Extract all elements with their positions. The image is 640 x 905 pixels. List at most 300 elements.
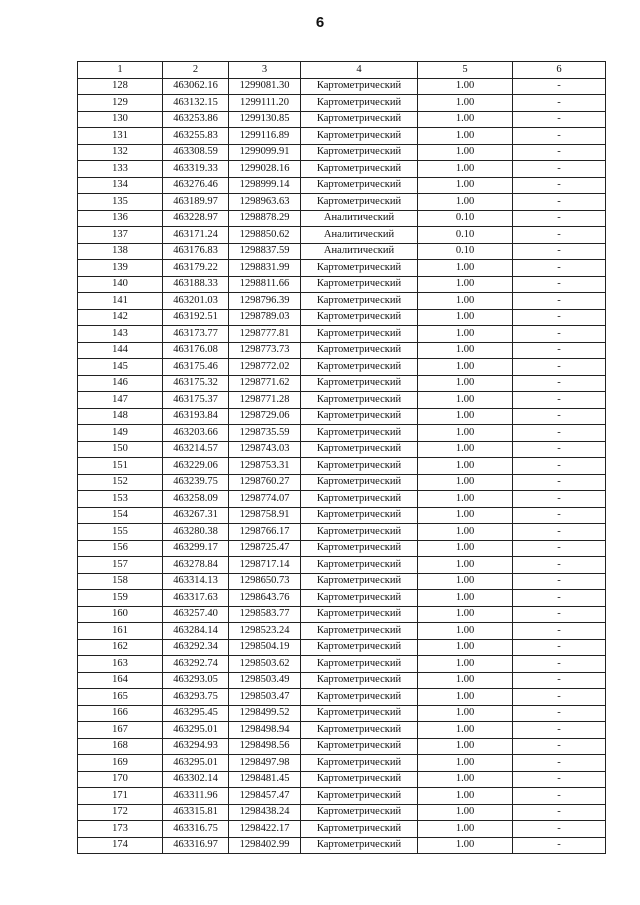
x-coordinate-cell: 463239.75: [163, 474, 229, 491]
note-cell: -: [513, 639, 606, 656]
x-coordinate-cell: 463189.97: [163, 194, 229, 211]
point-number-cell: 166: [78, 705, 163, 722]
method-cell: Картометрический: [301, 672, 418, 689]
method-cell: Картометрический: [301, 293, 418, 310]
note-cell: -: [513, 755, 606, 772]
method-cell: Картометрический: [301, 458, 418, 475]
note-cell: -: [513, 458, 606, 475]
point-number-cell: 128: [78, 78, 163, 95]
point-number-cell: 146: [78, 375, 163, 392]
note-cell: -: [513, 837, 606, 854]
table-row: [78, 540, 606, 557]
accuracy-cell: 1.00: [418, 590, 513, 607]
y-coordinate-cell: 1298523.24: [229, 623, 301, 640]
x-coordinate-cell: 463316.97: [163, 837, 229, 854]
x-coordinate-cell: 463188.33: [163, 276, 229, 293]
accuracy-cell: 1.00: [418, 293, 513, 310]
table-row: [78, 755, 606, 772]
method-cell: Картометрический: [301, 705, 418, 722]
point-number-cell: 133: [78, 161, 163, 178]
note-cell: -: [513, 441, 606, 458]
note-cell: -: [513, 425, 606, 442]
accuracy-cell: 1.00: [418, 507, 513, 524]
x-coordinate-cell: 463258.09: [163, 491, 229, 508]
method-cell: Аналитический: [301, 210, 418, 227]
note-cell: -: [513, 623, 606, 640]
method-cell: Картометрический: [301, 392, 418, 409]
y-coordinate-cell: 1298438.24: [229, 804, 301, 821]
accuracy-cell: 1.00: [418, 705, 513, 722]
x-coordinate-cell: 463228.97: [163, 210, 229, 227]
note-cell: -: [513, 738, 606, 755]
note-cell: -: [513, 210, 606, 227]
accuracy-cell: 0.10: [418, 210, 513, 227]
note-cell: -: [513, 95, 606, 112]
table-row: [78, 639, 606, 656]
table-header: [78, 62, 606, 79]
method-cell: Картометрический: [301, 441, 418, 458]
note-cell: -: [513, 243, 606, 260]
x-coordinate-cell: 463253.86: [163, 111, 229, 128]
point-number-cell: 173: [78, 821, 163, 838]
table-row: [78, 672, 606, 689]
table-row: [78, 243, 606, 260]
table-row: [78, 359, 606, 376]
table-row: [78, 722, 606, 739]
method-cell: Картометрический: [301, 788, 418, 805]
y-coordinate-cell: 1298503.47: [229, 689, 301, 706]
accuracy-cell: 1.00: [418, 557, 513, 574]
y-coordinate-cell: 1298643.76: [229, 590, 301, 607]
method-cell: Картометрический: [301, 128, 418, 145]
point-number-cell: 159: [78, 590, 163, 607]
accuracy-cell: 1.00: [418, 392, 513, 409]
table-row: [78, 705, 606, 722]
y-coordinate-cell: 1298725.47: [229, 540, 301, 557]
point-number-cell: 151: [78, 458, 163, 475]
x-coordinate-cell: 463293.75: [163, 689, 229, 706]
table-row: [78, 425, 606, 442]
y-coordinate-cell: 1298837.59: [229, 243, 301, 260]
table-row: [78, 276, 606, 293]
method-cell: Картометрический: [301, 408, 418, 425]
y-coordinate-cell: 1298760.27: [229, 474, 301, 491]
point-number-cell: 168: [78, 738, 163, 755]
point-number-cell: 165: [78, 689, 163, 706]
point-number-cell: 139: [78, 260, 163, 277]
method-cell: Картометрический: [301, 474, 418, 491]
accuracy-cell: 1.00: [418, 689, 513, 706]
table-row: [78, 441, 606, 458]
y-coordinate-cell: 1298729.06: [229, 408, 301, 425]
note-cell: -: [513, 524, 606, 541]
x-coordinate-cell: 463292.34: [163, 639, 229, 656]
table-row: [78, 95, 606, 112]
table-row: [78, 210, 606, 227]
x-coordinate-cell: 463203.66: [163, 425, 229, 442]
note-cell: -: [513, 788, 606, 805]
y-coordinate-cell: 1298402.99: [229, 837, 301, 854]
note-cell: -: [513, 606, 606, 623]
point-number-cell: 132: [78, 144, 163, 161]
method-cell: Картометрический: [301, 623, 418, 640]
note-cell: -: [513, 507, 606, 524]
point-number-cell: 156: [78, 540, 163, 557]
point-number-cell: 154: [78, 507, 163, 524]
accuracy-cell: 1.00: [418, 606, 513, 623]
method-cell: Картометрический: [301, 491, 418, 508]
accuracy-cell: 1.00: [418, 821, 513, 838]
point-number-cell: 143: [78, 326, 163, 343]
column-header-1: 1: [78, 62, 163, 79]
y-coordinate-cell: 1298766.17: [229, 524, 301, 541]
y-coordinate-cell: 1298503.62: [229, 656, 301, 673]
accuracy-cell: 1.00: [418, 639, 513, 656]
note-cell: -: [513, 276, 606, 293]
accuracy-cell: 1.00: [418, 623, 513, 640]
x-coordinate-cell: 463294.93: [163, 738, 229, 755]
x-coordinate-cell: 463229.06: [163, 458, 229, 475]
accuracy-cell: 1.00: [418, 111, 513, 128]
note-cell: -: [513, 111, 606, 128]
method-cell: Картометрический: [301, 507, 418, 524]
column-header-4: 4: [301, 62, 418, 79]
table-row: [78, 111, 606, 128]
table-row: [78, 309, 606, 326]
x-coordinate-cell: 463176.08: [163, 342, 229, 359]
point-number-cell: 150: [78, 441, 163, 458]
point-number-cell: 162: [78, 639, 163, 656]
method-cell: Картометрический: [301, 557, 418, 574]
table-row: [78, 177, 606, 194]
x-coordinate-cell: 463295.01: [163, 755, 229, 772]
x-coordinate-cell: 463278.84: [163, 557, 229, 574]
x-coordinate-cell: 463302.14: [163, 771, 229, 788]
table-row: [78, 590, 606, 607]
note-cell: -: [513, 821, 606, 838]
point-number-cell: 160: [78, 606, 163, 623]
method-cell: Картометрический: [301, 144, 418, 161]
y-coordinate-cell: 1299130.85: [229, 111, 301, 128]
x-coordinate-cell: 463255.83: [163, 128, 229, 145]
accuracy-cell: 1.00: [418, 738, 513, 755]
accuracy-cell: 1.00: [418, 491, 513, 508]
accuracy-cell: 1.00: [418, 342, 513, 359]
table-row: [78, 804, 606, 821]
note-cell: -: [513, 705, 606, 722]
table-row: [78, 375, 606, 392]
x-coordinate-cell: 463299.17: [163, 540, 229, 557]
table-body: [78, 78, 606, 854]
table-row: [78, 821, 606, 838]
y-coordinate-cell: 1298717.14: [229, 557, 301, 574]
y-coordinate-cell: 1298771.62: [229, 375, 301, 392]
note-cell: -: [513, 78, 606, 95]
x-coordinate-cell: 463316.75: [163, 821, 229, 838]
x-coordinate-cell: 463308.59: [163, 144, 229, 161]
y-coordinate-cell: 1298504.19: [229, 639, 301, 656]
accuracy-cell: 1.00: [418, 755, 513, 772]
accuracy-cell: 1.00: [418, 260, 513, 277]
method-cell: Картометрический: [301, 738, 418, 755]
note-cell: -: [513, 557, 606, 574]
y-coordinate-cell: 1298498.94: [229, 722, 301, 739]
point-number-cell: 172: [78, 804, 163, 821]
table-row: [78, 326, 606, 343]
method-cell: Картометрический: [301, 194, 418, 211]
x-coordinate-cell: 463176.83: [163, 243, 229, 260]
method-cell: Картометрический: [301, 837, 418, 854]
note-cell: -: [513, 689, 606, 706]
y-coordinate-cell: 1299111.20: [229, 95, 301, 112]
point-number-cell: 169: [78, 755, 163, 772]
note-cell: -: [513, 309, 606, 326]
point-number-cell: 164: [78, 672, 163, 689]
y-coordinate-cell: 1298499.52: [229, 705, 301, 722]
method-cell: Картометрический: [301, 326, 418, 343]
method-cell: Картометрический: [301, 689, 418, 706]
point-number-cell: 142: [78, 309, 163, 326]
accuracy-cell: 1.00: [418, 408, 513, 425]
point-number-cell: 157: [78, 557, 163, 574]
y-coordinate-cell: 1299028.16: [229, 161, 301, 178]
accuracy-cell: 1.00: [418, 474, 513, 491]
point-number-cell: 136: [78, 210, 163, 227]
note-cell: -: [513, 392, 606, 409]
method-cell: Картометрический: [301, 804, 418, 821]
x-coordinate-cell: 463315.81: [163, 804, 229, 821]
y-coordinate-cell: 1298789.03: [229, 309, 301, 326]
y-coordinate-cell: 1299116.89: [229, 128, 301, 145]
note-cell: -: [513, 144, 606, 161]
y-coordinate-cell: 1298650.73: [229, 573, 301, 590]
accuracy-cell: 1.00: [418, 804, 513, 821]
column-header-2: 2: [163, 62, 229, 79]
point-number-cell: 163: [78, 656, 163, 673]
table-row: [78, 392, 606, 409]
y-coordinate-cell: 1298583.77: [229, 606, 301, 623]
point-number-cell: 148: [78, 408, 163, 425]
y-coordinate-cell: 1298457.47: [229, 788, 301, 805]
note-cell: -: [513, 672, 606, 689]
note-cell: -: [513, 573, 606, 590]
accuracy-cell: 1.00: [418, 128, 513, 145]
x-coordinate-cell: 463293.05: [163, 672, 229, 689]
table-row: [78, 507, 606, 524]
x-coordinate-cell: 463276.46: [163, 177, 229, 194]
accuracy-cell: 1.00: [418, 837, 513, 854]
y-coordinate-cell: 1298498.56: [229, 738, 301, 755]
point-number-cell: 135: [78, 194, 163, 211]
note-cell: -: [513, 359, 606, 376]
point-number-cell: 130: [78, 111, 163, 128]
note-cell: -: [513, 474, 606, 491]
point-number-cell: 174: [78, 837, 163, 854]
x-coordinate-cell: 463292.74: [163, 656, 229, 673]
point-number-cell: 167: [78, 722, 163, 739]
x-coordinate-cell: 463201.03: [163, 293, 229, 310]
method-cell: Картометрический: [301, 111, 418, 128]
accuracy-cell: 1.00: [418, 359, 513, 376]
method-cell: Картометрический: [301, 821, 418, 838]
note-cell: -: [513, 326, 606, 343]
accuracy-cell: 1.00: [418, 441, 513, 458]
column-header-5: 5: [418, 62, 513, 79]
point-number-cell: 140: [78, 276, 163, 293]
y-coordinate-cell: 1298878.29: [229, 210, 301, 227]
table-row: [78, 738, 606, 755]
y-coordinate-cell: 1298503.49: [229, 672, 301, 689]
accuracy-cell: 1.00: [418, 672, 513, 689]
y-coordinate-cell: 1298796.39: [229, 293, 301, 310]
method-cell: Картометрический: [301, 375, 418, 392]
method-cell: Картометрический: [301, 573, 418, 590]
accuracy-cell: 1.00: [418, 144, 513, 161]
accuracy-cell: 1.00: [418, 722, 513, 739]
x-coordinate-cell: 463319.33: [163, 161, 229, 178]
accuracy-cell: 0.10: [418, 243, 513, 260]
y-coordinate-cell: 1298811.66: [229, 276, 301, 293]
table-row: [78, 474, 606, 491]
note-cell: -: [513, 260, 606, 277]
x-coordinate-cell: 463267.31: [163, 507, 229, 524]
column-header-6: 6: [513, 62, 606, 79]
accuracy-cell: 1.00: [418, 194, 513, 211]
x-coordinate-cell: 463214.57: [163, 441, 229, 458]
table-row: [78, 689, 606, 706]
x-coordinate-cell: 463175.32: [163, 375, 229, 392]
point-number-cell: 171: [78, 788, 163, 805]
method-cell: Картометрический: [301, 590, 418, 607]
x-coordinate-cell: 463175.37: [163, 392, 229, 409]
table-row: [78, 458, 606, 475]
y-coordinate-cell: 1298774.07: [229, 491, 301, 508]
method-cell: Картометрический: [301, 260, 418, 277]
note-cell: -: [513, 194, 606, 211]
note-cell: -: [513, 590, 606, 607]
table-row: [78, 606, 606, 623]
accuracy-cell: 1.00: [418, 573, 513, 590]
accuracy-cell: 1.00: [418, 177, 513, 194]
table-row: [78, 557, 606, 574]
y-coordinate-cell: 1298831.99: [229, 260, 301, 277]
table-row: [78, 227, 606, 244]
x-coordinate-cell: 463132.15: [163, 95, 229, 112]
y-coordinate-cell: 1298481.45: [229, 771, 301, 788]
method-cell: Картометрический: [301, 425, 418, 442]
method-cell: Картометрический: [301, 639, 418, 656]
method-cell: Картометрический: [301, 606, 418, 623]
table-row: [78, 260, 606, 277]
y-coordinate-cell: 1298497.98: [229, 755, 301, 772]
accuracy-cell: 1.00: [418, 326, 513, 343]
accuracy-cell: 1.00: [418, 309, 513, 326]
point-number-cell: 152: [78, 474, 163, 491]
y-coordinate-cell: 1298753.31: [229, 458, 301, 475]
x-coordinate-cell: 463192.51: [163, 309, 229, 326]
point-number-cell: 145: [78, 359, 163, 376]
table-row: [78, 144, 606, 161]
table-row: [78, 128, 606, 145]
point-number-cell: 137: [78, 227, 163, 244]
method-cell: Картометрический: [301, 276, 418, 293]
point-number-cell: 170: [78, 771, 163, 788]
note-cell: -: [513, 804, 606, 821]
table-row: [78, 491, 606, 508]
note-cell: -: [513, 177, 606, 194]
y-coordinate-cell: 1298999.14: [229, 177, 301, 194]
y-coordinate-cell: 1298777.81: [229, 326, 301, 343]
y-coordinate-cell: 1298850.62: [229, 227, 301, 244]
accuracy-cell: 1.00: [418, 161, 513, 178]
y-coordinate-cell: 1298758.91: [229, 507, 301, 524]
note-cell: -: [513, 656, 606, 673]
note-cell: -: [513, 540, 606, 557]
method-cell: Картометрический: [301, 722, 418, 739]
y-coordinate-cell: 1299081.30: [229, 78, 301, 95]
method-cell: Картометрический: [301, 540, 418, 557]
accuracy-cell: 1.00: [418, 656, 513, 673]
method-cell: Аналитический: [301, 243, 418, 260]
x-coordinate-cell: 463280.38: [163, 524, 229, 541]
header-row: [78, 62, 606, 79]
accuracy-cell: 1.00: [418, 375, 513, 392]
method-cell: Картометрический: [301, 309, 418, 326]
method-cell: Картометрический: [301, 95, 418, 112]
point-number-cell: 131: [78, 128, 163, 145]
table-row: [78, 573, 606, 590]
x-coordinate-cell: 463171.24: [163, 227, 229, 244]
x-coordinate-cell: 463295.01: [163, 722, 229, 739]
table-row: [78, 623, 606, 640]
note-cell: -: [513, 342, 606, 359]
accuracy-cell: 1.00: [418, 425, 513, 442]
table-row: [78, 837, 606, 854]
note-cell: -: [513, 408, 606, 425]
x-coordinate-cell: 463179.22: [163, 260, 229, 277]
point-number-cell: 158: [78, 573, 163, 590]
page-number: 6: [315, 14, 325, 31]
table-row: [78, 342, 606, 359]
x-coordinate-cell: 463062.16: [163, 78, 229, 95]
accuracy-cell: 1.00: [418, 540, 513, 557]
x-coordinate-cell: 463317.63: [163, 590, 229, 607]
y-coordinate-cell: 1299099.91: [229, 144, 301, 161]
table-row: [78, 408, 606, 425]
method-cell: Картометрический: [301, 161, 418, 178]
note-cell: -: [513, 128, 606, 145]
method-cell: Картометрический: [301, 177, 418, 194]
point-number-cell: 161: [78, 623, 163, 640]
table-row: [78, 771, 606, 788]
y-coordinate-cell: 1298773.73: [229, 342, 301, 359]
point-number-cell: 147: [78, 392, 163, 409]
accuracy-cell: 1.00: [418, 276, 513, 293]
x-coordinate-cell: 463257.40: [163, 606, 229, 623]
y-coordinate-cell: 1298743.03: [229, 441, 301, 458]
x-coordinate-cell: 463193.84: [163, 408, 229, 425]
point-number-cell: 144: [78, 342, 163, 359]
y-coordinate-cell: 1298772.02: [229, 359, 301, 376]
x-coordinate-cell: 463314.13: [163, 573, 229, 590]
method-cell: Картометрический: [301, 78, 418, 95]
table-row: [78, 656, 606, 673]
accuracy-cell: 1.00: [418, 771, 513, 788]
method-cell: Картометрический: [301, 771, 418, 788]
method-cell: Картометрический: [301, 524, 418, 541]
method-cell: Аналитический: [301, 227, 418, 244]
accuracy-cell: 1.00: [418, 788, 513, 805]
